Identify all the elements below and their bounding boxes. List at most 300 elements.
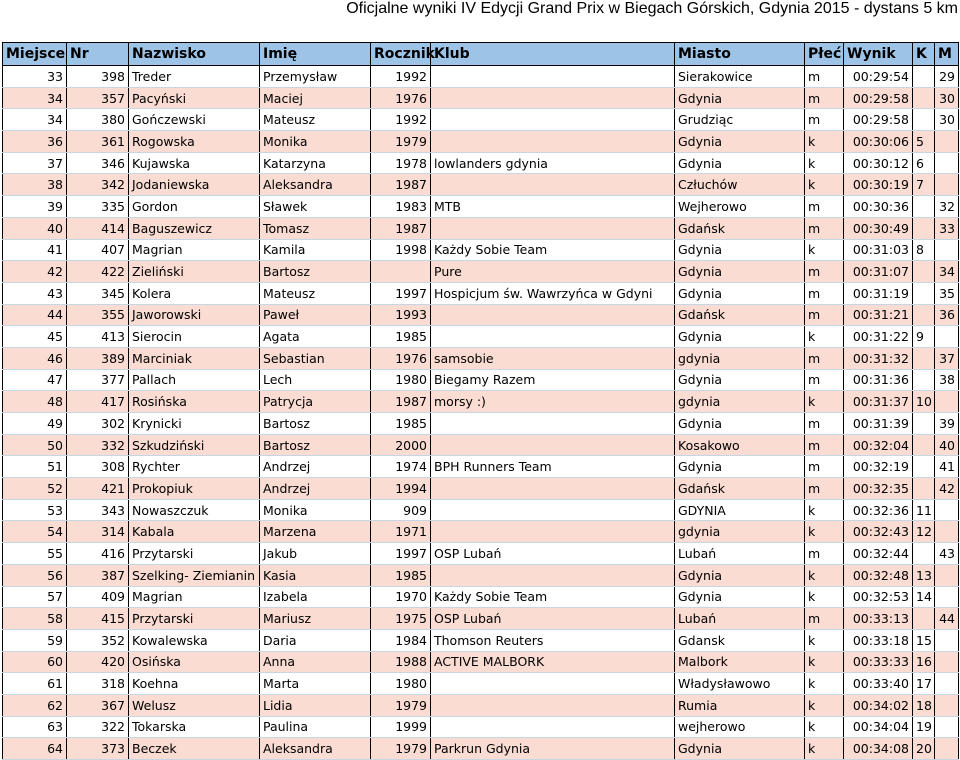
cell-place[interactable]: 50: [3, 434, 67, 456]
table-row[interactable]: [3, 66, 959, 88]
cell-k-rank[interactable]: [913, 109, 935, 131]
cell-sex[interactable]: k: [805, 152, 844, 174]
cell-sex[interactable]: k: [805, 716, 844, 738]
cell-city[interactable]: Człuchów: [675, 174, 805, 196]
cell-k-rank[interactable]: [913, 304, 935, 326]
cell-surname[interactable]: Rychter: [129, 456, 260, 478]
cell-surname[interactable]: Kabala: [129, 521, 260, 543]
cell-sex[interactable]: k: [805, 174, 844, 196]
cell-firstname[interactable]: Mateusz: [260, 282, 371, 304]
cell-place[interactable]: 59: [3, 629, 67, 651]
table-row[interactable]: [3, 673, 959, 695]
cell-sex[interactable]: m: [805, 369, 844, 391]
cell-number[interactable]: 302: [67, 413, 129, 435]
cell-sex[interactable]: m: [805, 304, 844, 326]
cell-club[interactable]: OSP Lubań: [431, 608, 675, 630]
cell-city[interactable]: Sierakowice: [675, 66, 805, 88]
cell-surname[interactable]: Pallach: [129, 369, 260, 391]
table-row[interactable]: [3, 131, 959, 153]
cell-firstname[interactable]: Bartosz: [260, 261, 371, 283]
cell-surname[interactable]: Magrian: [129, 239, 260, 261]
cell-firstname[interactable]: Bartosz: [260, 413, 371, 435]
table-row[interactable]: [3, 651, 959, 673]
cell-city[interactable]: Gdynia: [675, 131, 805, 153]
cell-result[interactable]: 00:32:48: [844, 564, 913, 586]
cell-result[interactable]: 00:29:54: [844, 66, 913, 88]
cell-m-rank[interactable]: 43: [935, 543, 959, 565]
cell-place[interactable]: 63: [3, 716, 67, 738]
cell-club[interactable]: [431, 499, 675, 521]
cell-city[interactable]: Wejherowo: [675, 196, 805, 218]
cell-city[interactable]: gdynia: [675, 347, 805, 369]
cell-club[interactable]: Każdy Sobie Team: [431, 239, 675, 261]
cell-sex[interactable]: m: [805, 217, 844, 239]
cell-number[interactable]: 407: [67, 239, 129, 261]
cell-club[interactable]: Pure: [431, 261, 675, 283]
table-row[interactable]: [3, 282, 959, 304]
cell-number[interactable]: 387: [67, 564, 129, 586]
column-header-miejsce[interactable]: Miejsce: [3, 43, 67, 66]
cell-m-rank[interactable]: 33: [935, 217, 959, 239]
cell-number[interactable]: 414: [67, 217, 129, 239]
cell-place[interactable]: 38: [3, 174, 67, 196]
cell-club[interactable]: [431, 87, 675, 109]
cell-firstname[interactable]: Paweł: [260, 304, 371, 326]
cell-firstname[interactable]: Marta: [260, 673, 371, 695]
cell-k-rank[interactable]: [913, 347, 935, 369]
cell-result[interactable]: 00:34:02: [844, 694, 913, 716]
cell-city[interactable]: Lubań: [675, 543, 805, 565]
cell-number[interactable]: 343: [67, 499, 129, 521]
cell-surname[interactable]: Welusz: [129, 694, 260, 716]
cell-k-rank[interactable]: 13: [913, 564, 935, 586]
cell-k-rank[interactable]: [913, 608, 935, 630]
cell-result[interactable]: 00:31:39: [844, 413, 913, 435]
cell-place[interactable]: 39: [3, 196, 67, 218]
table-row[interactable]: [3, 694, 959, 716]
cell-sex[interactable]: m: [805, 434, 844, 456]
cell-firstname[interactable]: Monika: [260, 499, 371, 521]
cell-number[interactable]: 308: [67, 456, 129, 478]
cell-birth-year[interactable]: 1970: [371, 586, 431, 608]
table-row[interactable]: [3, 87, 959, 109]
cell-place[interactable]: 48: [3, 391, 67, 413]
table-row[interactable]: [3, 152, 959, 174]
cell-firstname[interactable]: Przemysław: [260, 66, 371, 88]
cell-sex[interactable]: m: [805, 196, 844, 218]
cell-club[interactable]: [431, 174, 675, 196]
cell-result[interactable]: 00:34:04: [844, 716, 913, 738]
cell-firstname[interactable]: Lech: [260, 369, 371, 391]
cell-city[interactable]: Kosakowo: [675, 434, 805, 456]
cell-city[interactable]: Malbork: [675, 651, 805, 673]
cell-city[interactable]: Gdynia: [675, 87, 805, 109]
cell-surname[interactable]: Kowalewska: [129, 629, 260, 651]
table-row[interactable]: [3, 434, 959, 456]
cell-birth-year[interactable]: 1971: [371, 521, 431, 543]
table-row[interactable]: [3, 543, 959, 565]
cell-result[interactable]: 00:33:13: [844, 608, 913, 630]
table-row[interactable]: [3, 304, 959, 326]
table-row[interactable]: [3, 239, 959, 261]
cell-k-rank[interactable]: 15: [913, 629, 935, 651]
cell-place[interactable]: 51: [3, 456, 67, 478]
cell-m-rank[interactable]: [935, 326, 959, 348]
cell-birth-year[interactable]: 1976: [371, 87, 431, 109]
cell-city[interactable]: Gdynia: [675, 261, 805, 283]
cell-result[interactable]: 00:30:12: [844, 152, 913, 174]
cell-birth-year[interactable]: 1976: [371, 347, 431, 369]
cell-place[interactable]: 46: [3, 347, 67, 369]
cell-k-rank[interactable]: [913, 282, 935, 304]
cell-sex[interactable]: k: [805, 694, 844, 716]
table-row[interactable]: [3, 629, 959, 651]
cell-birth-year[interactable]: 1992: [371, 109, 431, 131]
cell-club[interactable]: [431, 716, 675, 738]
cell-sex[interactable]: m: [805, 608, 844, 630]
cell-k-rank[interactable]: [913, 434, 935, 456]
cell-firstname[interactable]: Anna: [260, 651, 371, 673]
cell-club[interactable]: Thomson Reuters: [431, 629, 675, 651]
cell-number[interactable]: 409: [67, 586, 129, 608]
cell-k-rank[interactable]: [913, 413, 935, 435]
cell-club[interactable]: OSP Lubań: [431, 543, 675, 565]
cell-place[interactable]: 60: [3, 651, 67, 673]
cell-surname[interactable]: Magrian: [129, 586, 260, 608]
cell-k-rank[interactable]: 6: [913, 152, 935, 174]
cell-birth-year[interactable]: 1987: [371, 174, 431, 196]
cell-city[interactable]: Gdańsk: [675, 217, 805, 239]
cell-city[interactable]: gdynia: [675, 521, 805, 543]
cell-sex[interactable]: m: [805, 347, 844, 369]
cell-birth-year[interactable]: 1997: [371, 543, 431, 565]
cell-club[interactable]: Każdy Sobie Team: [431, 586, 675, 608]
cell-number[interactable]: 346: [67, 152, 129, 174]
cell-surname[interactable]: Jodaniewska: [129, 174, 260, 196]
cell-firstname[interactable]: Tomasz: [260, 217, 371, 239]
table-row[interactable]: [3, 347, 959, 369]
cell-place[interactable]: 54: [3, 521, 67, 543]
cell-club[interactable]: Biegamy Razem: [431, 369, 675, 391]
cell-result[interactable]: 00:32:36: [844, 499, 913, 521]
cell-k-rank[interactable]: [913, 456, 935, 478]
cell-place[interactable]: 61: [3, 673, 67, 695]
cell-firstname[interactable]: Kasia: [260, 564, 371, 586]
cell-place[interactable]: 37: [3, 152, 67, 174]
column-header-k[interactable]: K: [913, 43, 935, 66]
cell-sex[interactable]: k: [805, 239, 844, 261]
cell-k-rank[interactable]: [913, 87, 935, 109]
cell-place[interactable]: 33: [3, 66, 67, 88]
cell-club[interactable]: [431, 217, 675, 239]
cell-firstname[interactable]: Aleksandra: [260, 738, 371, 760]
cell-surname[interactable]: Rogowska: [129, 131, 260, 153]
cell-club[interactable]: [431, 109, 675, 131]
cell-place[interactable]: 40: [3, 217, 67, 239]
cell-club[interactable]: morsy :): [431, 391, 675, 413]
cell-number[interactable]: 389: [67, 347, 129, 369]
cell-m-rank[interactable]: [935, 716, 959, 738]
cell-surname[interactable]: Rosińska: [129, 391, 260, 413]
cell-k-rank[interactable]: 18: [913, 694, 935, 716]
cell-m-rank[interactable]: [935, 629, 959, 651]
cell-surname[interactable]: Gończewski: [129, 109, 260, 131]
cell-firstname[interactable]: Paulina: [260, 716, 371, 738]
cell-firstname[interactable]: Sebastian: [260, 347, 371, 369]
cell-number[interactable]: 421: [67, 478, 129, 500]
cell-m-rank[interactable]: 37: [935, 347, 959, 369]
cell-firstname[interactable]: Jakub: [260, 543, 371, 565]
table-row[interactable]: [3, 174, 959, 196]
cell-place[interactable]: 53: [3, 499, 67, 521]
cell-k-rank[interactable]: 10: [913, 391, 935, 413]
table-row[interactable]: [3, 608, 959, 630]
column-header-klub[interactable]: Klub: [431, 43, 675, 66]
cell-number[interactable]: 355: [67, 304, 129, 326]
cell-club[interactable]: [431, 673, 675, 695]
cell-sex[interactable]: m: [805, 478, 844, 500]
cell-firstname[interactable]: Agata: [260, 326, 371, 348]
cell-number[interactable]: 335: [67, 196, 129, 218]
cell-city[interactable]: Gdynia: [675, 239, 805, 261]
cell-firstname[interactable]: Patrycja: [260, 391, 371, 413]
cell-sex[interactable]: k: [805, 499, 844, 521]
cell-place[interactable]: 41: [3, 239, 67, 261]
cell-city[interactable]: Gdańsk: [675, 304, 805, 326]
cell-sex[interactable]: k: [805, 391, 844, 413]
cell-place[interactable]: 42: [3, 261, 67, 283]
cell-sex[interactable]: k: [805, 629, 844, 651]
cell-birth-year[interactable]: 1975: [371, 608, 431, 630]
cell-surname[interactable]: Jaworowski: [129, 304, 260, 326]
cell-city[interactable]: wejherowo: [675, 716, 805, 738]
cell-k-rank[interactable]: 11: [913, 499, 935, 521]
cell-surname[interactable]: Beczek: [129, 738, 260, 760]
table-row[interactable]: [3, 413, 959, 435]
cell-firstname[interactable]: Kamila: [260, 239, 371, 261]
cell-birth-year[interactable]: 1988: [371, 651, 431, 673]
cell-firstname[interactable]: Sławek: [260, 196, 371, 218]
cell-k-rank[interactable]: [913, 261, 935, 283]
cell-club[interactable]: ACTIVE MALBORK: [431, 651, 675, 673]
cell-sex[interactable]: m: [805, 413, 844, 435]
cell-sex[interactable]: k: [805, 564, 844, 586]
cell-sex[interactable]: m: [805, 456, 844, 478]
cell-surname[interactable]: Pacyński: [129, 87, 260, 109]
cell-club[interactable]: [431, 564, 675, 586]
cell-birth-year[interactable]: 1978: [371, 152, 431, 174]
cell-m-rank[interactable]: [935, 131, 959, 153]
cell-result[interactable]: 00:31:19: [844, 282, 913, 304]
cell-number[interactable]: 413: [67, 326, 129, 348]
cell-m-rank[interactable]: [935, 738, 959, 760]
cell-number[interactable]: 314: [67, 521, 129, 543]
cell-firstname[interactable]: Katarzyna: [260, 152, 371, 174]
table-row[interactable]: [3, 456, 959, 478]
cell-result[interactable]: 00:31:22: [844, 326, 913, 348]
cell-number[interactable]: 322: [67, 716, 129, 738]
cell-number[interactable]: 415: [67, 608, 129, 630]
cell-k-rank[interactable]: [913, 369, 935, 391]
cell-club[interactable]: [431, 131, 675, 153]
cell-m-rank[interactable]: [935, 391, 959, 413]
cell-result[interactable]: 00:31:36: [844, 369, 913, 391]
cell-result[interactable]: 00:32:44: [844, 543, 913, 565]
cell-m-rank[interactable]: [935, 499, 959, 521]
cell-place[interactable]: 44: [3, 304, 67, 326]
cell-birth-year[interactable]: 1998: [371, 239, 431, 261]
cell-sex[interactable]: k: [805, 326, 844, 348]
cell-result[interactable]: 00:31:07: [844, 261, 913, 283]
cell-birth-year[interactable]: 1979: [371, 131, 431, 153]
cell-birth-year[interactable]: [371, 261, 431, 283]
cell-sex[interactable]: k: [805, 521, 844, 543]
cell-surname[interactable]: Przytarski: [129, 608, 260, 630]
table-row[interactable]: [3, 564, 959, 586]
cell-sex[interactable]: m: [805, 543, 844, 565]
cell-firstname[interactable]: Mateusz: [260, 109, 371, 131]
cell-surname[interactable]: Gordon: [129, 196, 260, 218]
cell-place[interactable]: 64: [3, 738, 67, 760]
cell-m-rank[interactable]: 35: [935, 282, 959, 304]
cell-place[interactable]: 55: [3, 543, 67, 565]
cell-surname[interactable]: Osińska: [129, 651, 260, 673]
column-header-miasto[interactable]: Miasto: [675, 43, 805, 66]
cell-result[interactable]: 00:32:53: [844, 586, 913, 608]
column-header-nr[interactable]: Nr: [67, 43, 129, 66]
cell-club[interactable]: samsobie: [431, 347, 675, 369]
cell-sex[interactable]: m: [805, 261, 844, 283]
cell-result[interactable]: 00:31:21: [844, 304, 913, 326]
cell-surname[interactable]: Sierocin: [129, 326, 260, 348]
cell-club[interactable]: [431, 413, 675, 435]
cell-birth-year[interactable]: 1974: [371, 456, 431, 478]
cell-number[interactable]: 332: [67, 434, 129, 456]
cell-firstname[interactable]: Lidia: [260, 694, 371, 716]
cell-m-rank[interactable]: [935, 673, 959, 695]
cell-number[interactable]: 352: [67, 629, 129, 651]
cell-firstname[interactable]: Daria: [260, 629, 371, 651]
cell-result[interactable]: 00:31:37: [844, 391, 913, 413]
cell-surname[interactable]: Kolera: [129, 282, 260, 304]
cell-k-rank[interactable]: 19: [913, 716, 935, 738]
cell-sex[interactable]: m: [805, 282, 844, 304]
cell-number[interactable]: 398: [67, 66, 129, 88]
cell-m-rank[interactable]: 30: [935, 87, 959, 109]
cell-place[interactable]: 47: [3, 369, 67, 391]
cell-number[interactable]: 345: [67, 282, 129, 304]
column-header-rocznik[interactable]: Rocznik: [371, 43, 431, 66]
cell-k-rank[interactable]: 16: [913, 651, 935, 673]
cell-birth-year[interactable]: 1979: [371, 694, 431, 716]
cell-firstname[interactable]: Aleksandra: [260, 174, 371, 196]
cell-city[interactable]: gdynia: [675, 391, 805, 413]
cell-place[interactable]: 34: [3, 109, 67, 131]
cell-k-rank[interactable]: 7: [913, 174, 935, 196]
cell-birth-year[interactable]: 1994: [371, 478, 431, 500]
cell-surname[interactable]: Szelking- Ziemianin: [129, 564, 260, 586]
cell-firstname[interactable]: Bartosz: [260, 434, 371, 456]
cell-sex[interactable]: m: [805, 87, 844, 109]
cell-city[interactable]: Gdynia: [675, 282, 805, 304]
cell-birth-year[interactable]: 1985: [371, 326, 431, 348]
cell-m-rank[interactable]: 34: [935, 261, 959, 283]
cell-birth-year[interactable]: 909: [371, 499, 431, 521]
cell-surname[interactable]: Krynicki: [129, 413, 260, 435]
cell-firstname[interactable]: Mariusz: [260, 608, 371, 630]
cell-m-rank[interactable]: 44: [935, 608, 959, 630]
cell-place[interactable]: 49: [3, 413, 67, 435]
cell-result[interactable]: 00:33:18: [844, 629, 913, 651]
cell-k-rank[interactable]: [913, 217, 935, 239]
cell-k-rank[interactable]: [913, 196, 935, 218]
cell-k-rank[interactable]: 17: [913, 673, 935, 695]
cell-number[interactable]: 380: [67, 109, 129, 131]
cell-place[interactable]: 34: [3, 87, 67, 109]
cell-surname[interactable]: Tokarska: [129, 716, 260, 738]
table-row[interactable]: [3, 499, 959, 521]
cell-surname[interactable]: Przytarski: [129, 543, 260, 565]
cell-firstname[interactable]: Andrzej: [260, 456, 371, 478]
cell-result[interactable]: 00:33:40: [844, 673, 913, 695]
cell-city[interactable]: GDYNIA: [675, 499, 805, 521]
cell-number[interactable]: 318: [67, 673, 129, 695]
cell-m-rank[interactable]: [935, 152, 959, 174]
cell-m-rank[interactable]: [935, 521, 959, 543]
cell-birth-year[interactable]: 1987: [371, 391, 431, 413]
cell-result[interactable]: 00:30:19: [844, 174, 913, 196]
cell-m-rank[interactable]: 39: [935, 413, 959, 435]
cell-m-rank[interactable]: 29: [935, 66, 959, 88]
cell-city[interactable]: Gdynia: [675, 564, 805, 586]
cell-result[interactable]: 00:30:06: [844, 131, 913, 153]
table-row[interactable]: [3, 217, 959, 239]
table-row[interactable]: [3, 738, 959, 760]
cell-k-rank[interactable]: 14: [913, 586, 935, 608]
cell-place[interactable]: 43: [3, 282, 67, 304]
cell-sex[interactable]: k: [805, 651, 844, 673]
cell-result[interactable]: 00:33:33: [844, 651, 913, 673]
cell-city[interactable]: Gdynia: [675, 738, 805, 760]
cell-birth-year[interactable]: 1985: [371, 413, 431, 435]
cell-k-rank[interactable]: [913, 543, 935, 565]
cell-m-rank[interactable]: 42: [935, 478, 959, 500]
cell-birth-year[interactable]: 1984: [371, 629, 431, 651]
cell-k-rank[interactable]: [913, 66, 935, 88]
column-header-wynik[interactable]: Wynik: [844, 43, 913, 66]
cell-m-rank[interactable]: [935, 564, 959, 586]
cell-place[interactable]: 45: [3, 326, 67, 348]
cell-k-rank[interactable]: 9: [913, 326, 935, 348]
cell-k-rank[interactable]: [913, 478, 935, 500]
cell-city[interactable]: Gdańsk: [675, 478, 805, 500]
cell-result[interactable]: 00:32:04: [844, 434, 913, 456]
cell-m-rank[interactable]: 41: [935, 456, 959, 478]
cell-k-rank[interactable]: 5: [913, 131, 935, 153]
cell-result[interactable]: 00:34:08: [844, 738, 913, 760]
cell-m-rank[interactable]: 40: [935, 434, 959, 456]
cell-place[interactable]: 62: [3, 694, 67, 716]
cell-m-rank[interactable]: 38: [935, 369, 959, 391]
cell-city[interactable]: Grudziąc: [675, 109, 805, 131]
cell-surname[interactable]: Koehna: [129, 673, 260, 695]
column-header-m[interactable]: M: [935, 43, 959, 66]
cell-sex[interactable]: k: [805, 673, 844, 695]
cell-birth-year[interactable]: 1997: [371, 282, 431, 304]
cell-k-rank[interactable]: 12: [913, 521, 935, 543]
cell-surname[interactable]: Szkudziński: [129, 434, 260, 456]
table-row[interactable]: [3, 196, 959, 218]
